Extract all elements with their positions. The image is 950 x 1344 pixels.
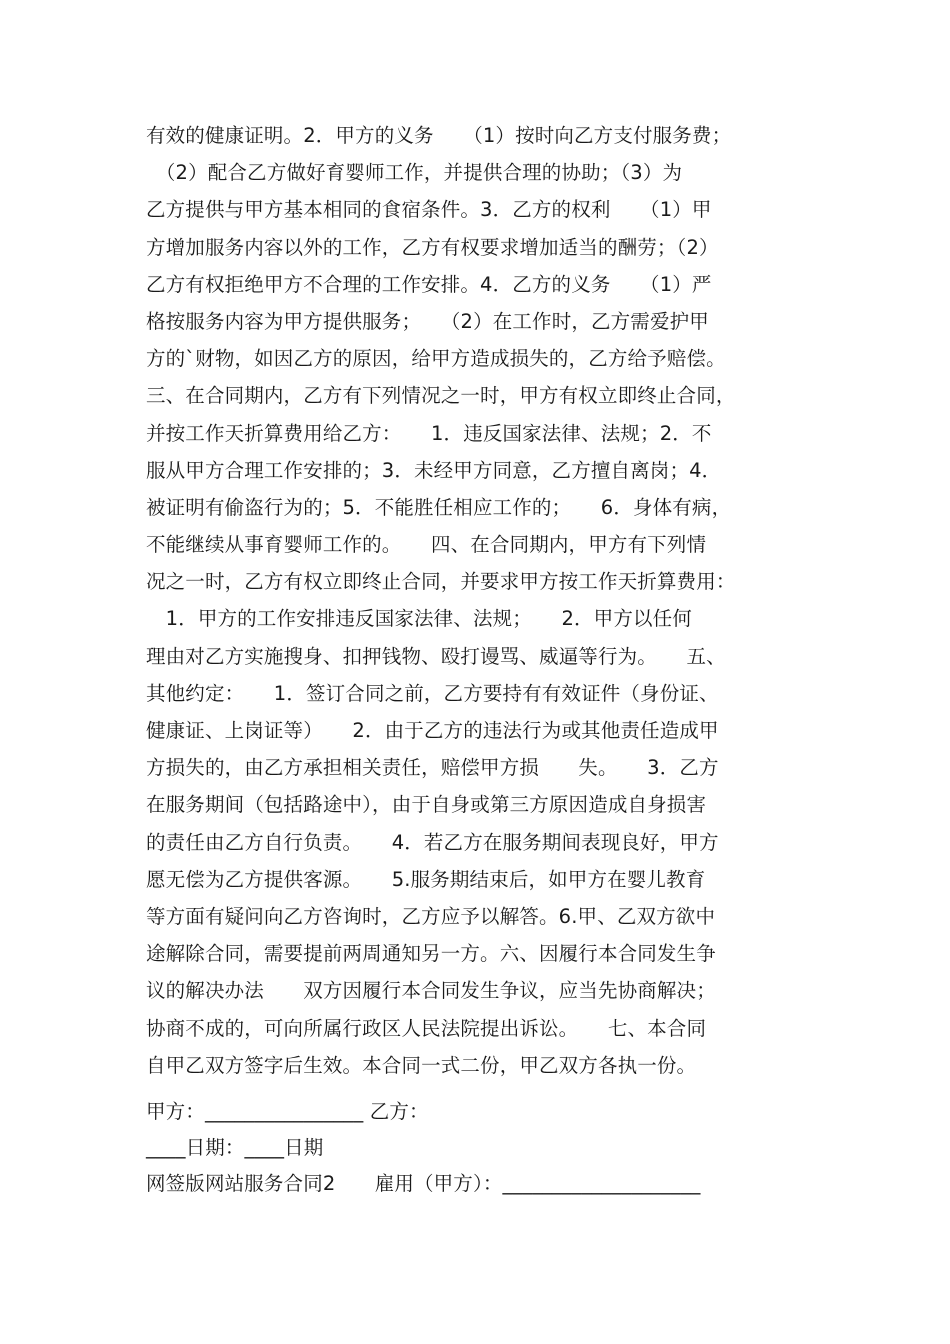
contract-line: 愿无偿为乙方提供客源。 5.服务期结束后，如甲方在婴儿教育 (146, 867, 706, 891)
contract-line: 乙方提供与甲方基本相同的食宿条件。3．乙方的权利 （1）甲 (146, 198, 712, 222)
contract-line: 理由对乙方实施搜身、扣押钱物、殴打谩骂、威逼等行为。 五、 (146, 644, 726, 668)
contract-line: 格按服务内容为甲方提供服务； （2）在工作时，乙方需爱护甲 (146, 309, 709, 333)
contract-line: （2）配合乙方做好育婴师工作，并提供合理的协助；（3）为 (146, 161, 683, 185)
contract-line: 三、在合同期内，乙方有下列情况之一时，甲方有权立即终止合同， (146, 384, 736, 408)
contract-line: 在服务期间（包括路途中），由于自身或第三方原因造成自身损害 (146, 793, 707, 817)
contract-line: 不能继续从事育婴师工作的。 四、在合同期内，甲方有下列情 (146, 533, 707, 557)
contract-line: 议的解决办法 双方因履行本合同发生争议，应当先协商解决； (146, 979, 716, 1003)
contract-line: 被证明有偷盗行为的；5．不能胜任相应工作的； 6．身体有病， (146, 495, 732, 519)
contract-line: 况之一时，乙方有权立即终止合同，并要求甲方按工作天折算费用： (146, 570, 736, 594)
contract-line: 的责任由乙方自行负责。 4．若乙方在服务期间表现良好，甲方 (146, 830, 719, 854)
next-contract-heading: 网签版网站服务合同2 雇用（甲方）：____________________ (146, 1172, 701, 1195)
signature-section (146, 1094, 846, 1202)
contract-line: 途解除合同，需要提前两周通知另一方。六、因履行本合同发生争 (146, 942, 716, 966)
contract-line: 方损失的，由乙方承担相关责任，赔偿甲方损 失。 3．乙方 (146, 756, 719, 780)
contract-line: 方增加服务内容以外的工作，乙方有权要求增加适当的酬劳；（2） (146, 235, 719, 259)
signature-line: 甲方：________________ 乙方： (146, 1100, 429, 1123)
contract-line: 服从甲方合理工作安排的；3．未经甲方同意，乙方擅自离岗；4． (146, 458, 722, 482)
contract-line: 1．甲方的工作安排违反国家法律、法规； 2．甲方以任何 (146, 607, 692, 631)
contract-line: 协商不成的，可向所属行政区人民法院提出诉讼。 七、本合同 (146, 1016, 707, 1040)
date-line: ____日期：____日期 (146, 1136, 324, 1159)
contract-line: 乙方有权拒绝甲方不合理的工作安排。4．乙方的义务 （1）严 (146, 272, 712, 296)
contract-line: 等方面有疑问向乙方咨询时，乙方应予以解答。6.甲、乙双方欲中 (146, 904, 716, 928)
contract-line: 自甲乙双方签字后生效。本合同一式二份，甲乙双方各执一份。 (146, 1053, 697, 1077)
contract-body (146, 117, 816, 1084)
contract-line: 其他约定： 1．签订合同之前，乙方要持有有效证件（身份证、 (146, 681, 719, 705)
contract-line: 方的`财物，如因乙方的原因，给甲方造成损失的，乙方给予赔偿。 (146, 347, 726, 371)
contract-line: 健康证、上岗证等） 2．由于乙方的违法行为或其他责任造成甲 (146, 719, 719, 742)
contract-line: 有效的健康证明。2．甲方的义务 （1）按时向乙方支付服务费； (146, 124, 732, 147)
contract-line: 并按工作天折算费用给乙方： 1．违反国家法律、法规；2．不 (146, 421, 712, 445)
